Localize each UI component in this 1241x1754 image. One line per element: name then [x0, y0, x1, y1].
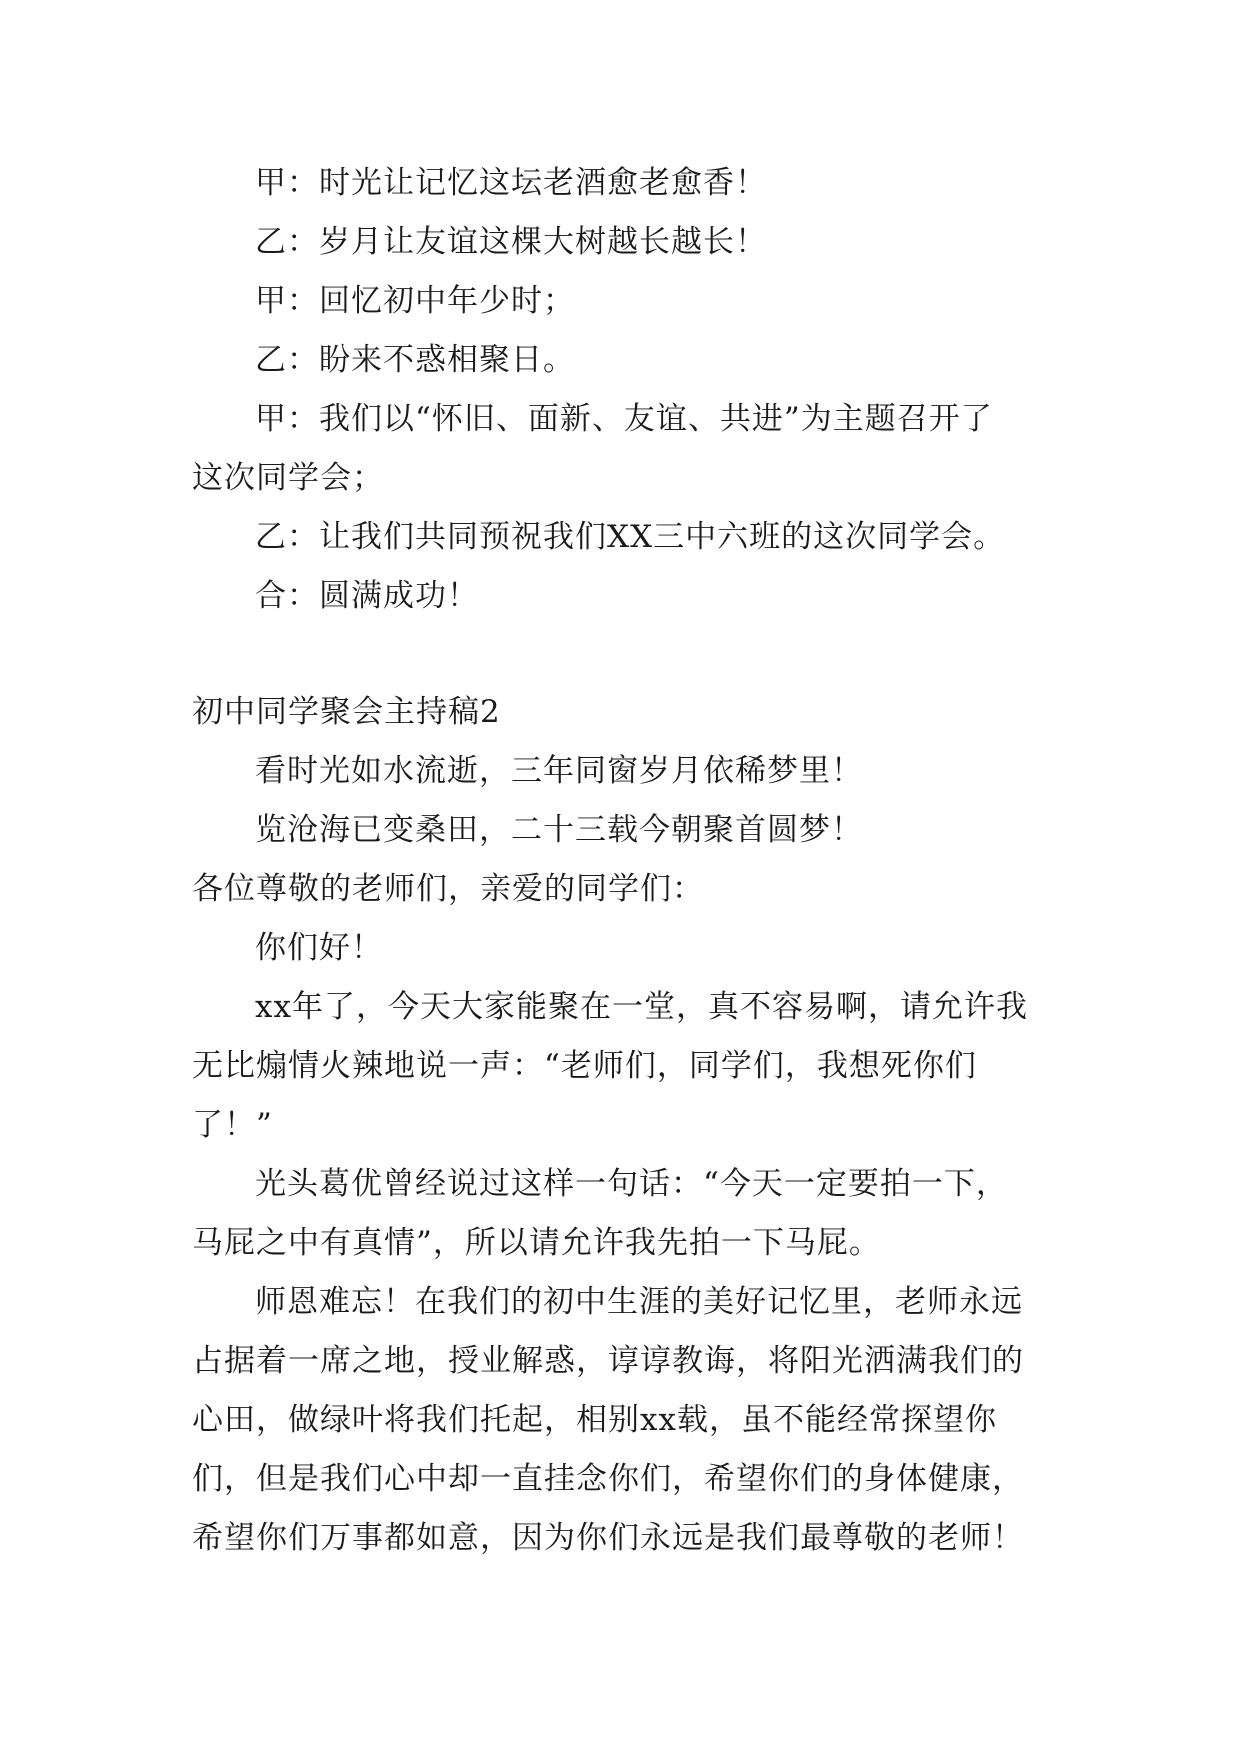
dialogue-line-continuation: 这次同学会； — [192, 460, 384, 496]
paragraph-line: xx年了，今天大家能聚在一堂，真不容易啊，请允许我 — [255, 989, 1028, 1025]
paragraph-line: 光头葛优曾经说过这样一句话：“今天一定要拍一下， — [255, 1166, 1008, 1202]
paragraph-line: 览沧海已变桑田，二十三载今朝聚首圆梦！ — [255, 812, 863, 848]
dialogue-line: 乙：岁月让友谊这棵大树越长越长！ — [255, 224, 767, 260]
dialogue-line: 甲：我们以“怀旧、面新、友谊、共进”为主题召开了 — [255, 401, 993, 437]
dialogue-line: 合：圆满成功！ — [255, 578, 479, 614]
paragraph-line: 希望你们万事都如意，因为你们永远是我们最尊敬的老师！ — [192, 1520, 1024, 1556]
paragraph-line: 们，但是我们心中却一直挂念你们，希望你们的身体健康， — [192, 1461, 1024, 1497]
dialogue-line: 甲：回忆初中年少时； — [255, 283, 575, 319]
dialogue-line: 乙：盼来不惑相聚日。 — [255, 342, 575, 378]
paragraph-line: 看时光如水流逝，三年同窗岁月依稀梦里！ — [255, 753, 863, 789]
paragraph-line: 心田，做绿叶将我们托起，相别xx载，虽不能经常探望你 — [192, 1402, 997, 1438]
paragraph-line: 占据着一席之地，授业解惑，谆谆教诲，将阳光洒满我们的 — [192, 1343, 1024, 1379]
paragraph-line: 无比煽情火辣地说一声：“老师们，同学们，我想死你们 — [192, 1048, 977, 1084]
dialogue-line: 乙：让我们共同预祝我们XX三中六班的这次同学会。 — [255, 519, 1006, 555]
paragraph-line: 了！” — [192, 1107, 273, 1143]
paragraph-line: 马屁之中有真情”，所以请允许我先拍一下马屁。 — [192, 1225, 881, 1261]
greeting-line: 你们好！ — [255, 930, 383, 966]
section-title: 初中同学聚会主持稿2 — [192, 694, 501, 730]
salutation-line: 各位尊敬的老师们，亲爱的同学们： — [192, 871, 704, 907]
dialogue-line: 甲：时光让记忆这坛老酒愈老愈香！ — [255, 165, 767, 201]
paragraph-line: 师恩难忘！在我们的初中生涯的美好记忆里，老师永远 — [255, 1284, 1023, 1320]
